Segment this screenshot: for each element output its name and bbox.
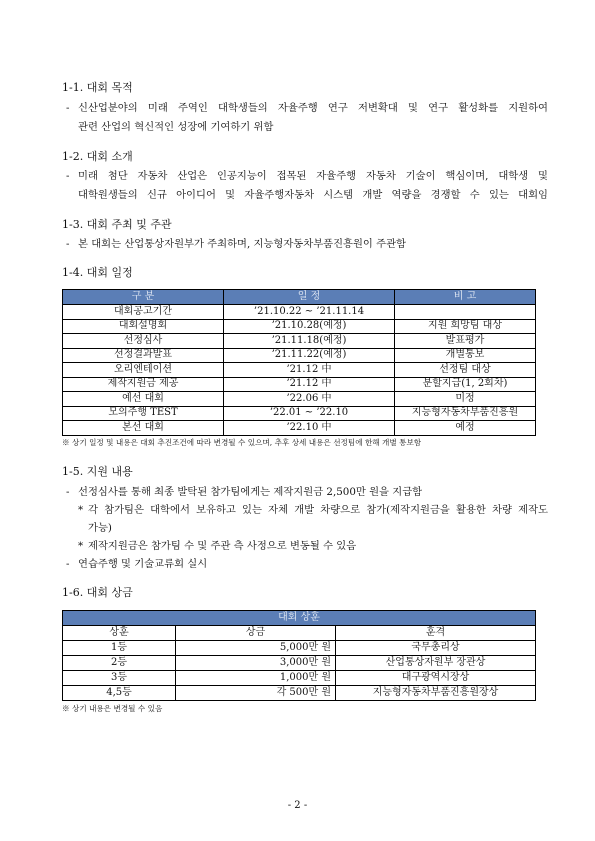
header-cell-date: 일 정 bbox=[224, 290, 395, 305]
bullet-star: * bbox=[78, 504, 84, 516]
schedule-remark: 선정팀 대상 bbox=[395, 363, 536, 378]
table-row bbox=[63, 377, 536, 392]
prize-amount: 1,000만 원 bbox=[176, 671, 336, 686]
schedule-remark: 발표평가 bbox=[395, 334, 536, 349]
header-cell-honor: 훈격 bbox=[336, 626, 536, 641]
schedule-event: 본선 대회 bbox=[63, 421, 224, 436]
prize-table bbox=[62, 610, 536, 701]
table-row bbox=[63, 305, 536, 320]
section-heading-prizes: 1-6. 대회 상금 bbox=[62, 586, 133, 599]
schedule-event: 모의주행 TEST bbox=[63, 406, 224, 421]
schedule-remark: 지능형자동차부품진흥원 bbox=[395, 406, 536, 421]
table-row bbox=[63, 334, 536, 349]
header-cell-award: 상훈 bbox=[63, 626, 176, 641]
header-cell-remarks: 비 고 bbox=[395, 290, 536, 305]
table-row bbox=[63, 319, 536, 334]
schedule-date: ’22.10 中 bbox=[224, 421, 395, 436]
header-cell-category: 구 분 bbox=[63, 290, 224, 305]
prize-rank: 2등 bbox=[63, 656, 176, 671]
schedule-remark: 지원 희망팀 대상 bbox=[395, 319, 536, 334]
schedule-event: 대회설명회 bbox=[63, 319, 224, 334]
bullet-dash: - bbox=[66, 102, 70, 114]
table-row bbox=[63, 392, 536, 407]
prize-note: ※ 상기 내용은 변경될 수 있음 bbox=[62, 704, 163, 713]
schedule-event: 선정결과발표 bbox=[63, 348, 224, 363]
table-row bbox=[63, 686, 536, 701]
bullet-star: * bbox=[78, 540, 84, 552]
purpose-line-2: 관련 산업의 혁신적인 성장에 기여하기 위함 bbox=[78, 121, 274, 133]
bullet-dash: - bbox=[66, 238, 70, 250]
prize-amount: 3,000만 원 bbox=[176, 656, 336, 671]
table-row bbox=[63, 641, 536, 656]
section-heading-purpose: 1-1. 대회 목적 bbox=[62, 81, 133, 94]
schedule-remark bbox=[395, 305, 536, 320]
table-header-row bbox=[63, 626, 536, 641]
schedule-event: 예선 대회 bbox=[63, 392, 224, 407]
schedule-date: ’22.01 ~ ’22.10 bbox=[224, 406, 395, 421]
prize-amount: 각 500만 원 bbox=[176, 686, 336, 701]
prize-honor: 산업통상자원부 장관상 bbox=[336, 656, 536, 671]
support-item-1: 선정심사를 통해 최종 발탁된 참가팀에게는 제작지원금 2,500만 원을 지급함 bbox=[78, 486, 423, 498]
table-row bbox=[63, 406, 536, 421]
table-row bbox=[63, 671, 536, 686]
purpose-line-1: 신산업분야의 미래 주역인 대학생들의 자율주행 연구 저변확대 및 연구 활성화를 지원하여 bbox=[78, 102, 548, 114]
schedule-date: ’21.12 中 bbox=[224, 377, 395, 392]
bullet-dash: - bbox=[66, 170, 70, 182]
prize-rank: 1등 bbox=[63, 641, 176, 656]
section-heading-schedule: 1-4. 대회 일정 bbox=[62, 266, 133, 279]
prize-table-title: 대회 상훈 bbox=[63, 611, 536, 626]
table-row bbox=[63, 348, 536, 363]
schedule-date: ’21.10.28(예정) bbox=[224, 319, 395, 334]
schedule-date: ’21.11.18(예정) bbox=[224, 334, 395, 349]
header-cell-prize-money: 상금 bbox=[176, 626, 336, 641]
section-heading-intro: 1-2. 대회 소개 bbox=[62, 150, 133, 163]
schedule-date: ’22.06 中 bbox=[224, 392, 395, 407]
prize-honor: 대구광역시장상 bbox=[336, 671, 536, 686]
schedule-remark: 분할지급(1, 2회차) bbox=[395, 377, 536, 392]
page-number: - 2 - bbox=[287, 800, 308, 811]
support-subitem-2: 제작지원금은 참가팀 수 및 주관 측 사정으로 변동될 수 있음 bbox=[88, 540, 357, 552]
schedule-event: 오리엔테이션 bbox=[63, 363, 224, 378]
organizers-text: 본 대회는 산업통상자원부가 주최하며, 지능형자동차부품진흥원이 주관함 bbox=[78, 238, 406, 250]
table-row bbox=[63, 656, 536, 671]
bullet-dash: - bbox=[66, 486, 70, 498]
table-title-row bbox=[63, 611, 536, 626]
prize-rank: 3등 bbox=[63, 671, 176, 686]
section-heading-organizers: 1-3. 대회 주최 및 주관 bbox=[62, 218, 172, 231]
table-row bbox=[63, 421, 536, 436]
intro-line-2: 대학원생들의 신규 아이디어 및 자율주행자동차 시스템 개발 역량을 경쟁할 수 있는 대회임 bbox=[78, 189, 548, 201]
intro-line-1: 미래 첨단 자동차 산업은 인공지능이 접목된 자율주행 자동차 기술이 핵심이며, 대학생 및 bbox=[78, 170, 548, 182]
prize-rank: 4,5등 bbox=[63, 686, 176, 701]
bullet-dash: - bbox=[66, 558, 70, 570]
schedule-date: ’21.10.22 ~ ’21.11.14 bbox=[224, 305, 395, 320]
schedule-event: 제작지원금 제공 bbox=[63, 377, 224, 392]
section-heading-support: 1-5. 지원 내용 bbox=[62, 465, 133, 478]
prize-honor: 지능형자동차부품진흥원장상 bbox=[336, 686, 536, 701]
schedule-date: ’21.12 中 bbox=[224, 363, 395, 378]
prize-honor: 국무총리상 bbox=[336, 641, 536, 656]
schedule-date: ’21.11.22(예정) bbox=[224, 348, 395, 363]
table-row bbox=[63, 363, 536, 378]
table-header-row bbox=[63, 290, 536, 305]
prize-amount: 5,000만 원 bbox=[176, 641, 336, 656]
support-subitem-1-line-2: 가능) bbox=[88, 522, 112, 534]
schedule-remark: 예정 bbox=[395, 421, 536, 436]
schedule-event: 선정심사 bbox=[63, 334, 224, 349]
schedule-note: ※ 상기 일정 및 내용은 대회 추진조건에 따라 변경될 수 있으며, 추후 상세 내용은 선정팀에 한해 개별 통보함 bbox=[62, 438, 422, 447]
schedule-remark: 개별통보 bbox=[395, 348, 536, 363]
schedule-event: 대회공고기간 bbox=[63, 305, 224, 320]
schedule-table bbox=[62, 289, 536, 436]
schedule-remark: 미정 bbox=[395, 392, 536, 407]
support-item-2: 연습주행 및 기술교류회 실시 bbox=[78, 558, 208, 570]
support-subitem-1-line-1: 각 참가팀은 대학에서 보유하고 있는 자체 개발 차량으로 참가(제작지원금을 활용한 차량 제작도 bbox=[88, 504, 548, 516]
